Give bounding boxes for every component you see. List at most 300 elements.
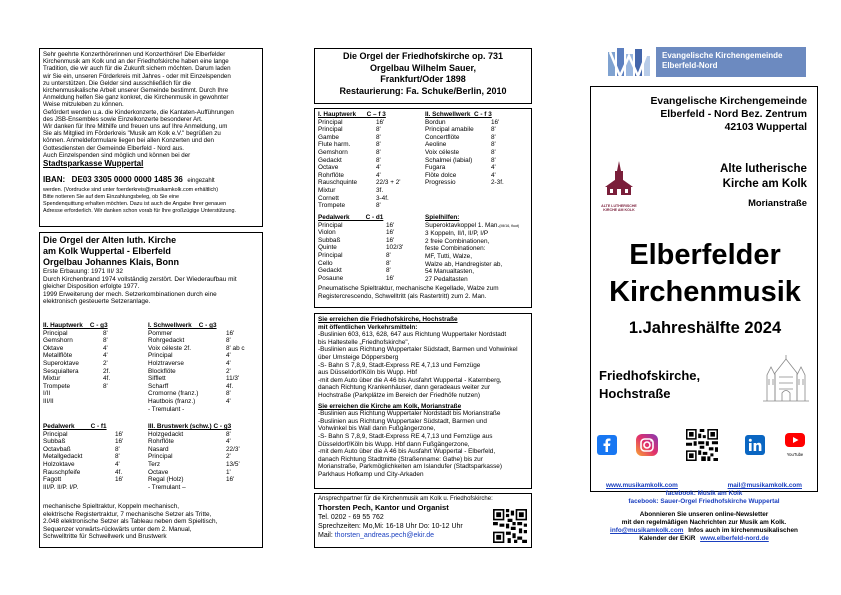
page-title: Elberfelder Kirchenmusik [609,239,801,308]
stop-pitch: 4f. [103,375,111,383]
stop-name: Voix céleste 2f. [148,344,191,352]
stop-name: Trompete [318,202,346,210]
stop-name: - Tremulant - [148,405,185,413]
stop-name: III/II [43,397,54,405]
parish-address: Evangelische Kirchengemeinde Elberfeld - Nord Bez. Zentrum 42103 Wuppertal [650,96,807,133]
stop-pitch: 8' [376,202,381,210]
intro-line: Gottesdiensten der Gemeinde Elberfeld - Nord aus. [43,144,185,152]
stop-row [148,330,258,338]
stop-pitch: 16' [376,118,385,126]
kolk-organ-title [43,235,259,268]
stop-name: Holzgedackt [148,430,184,438]
stop-row [148,352,258,360]
direction-line: aus Düsseldorf/Köln bis Wupp. Hbf [318,369,417,377]
stop-row [318,275,414,283]
stop-name: Principal [43,430,68,438]
contact-label: Ansprechpartner für die Kirchenmusik am Kolk u. Friedhofskirche: [318,496,493,502]
donation-note [43,187,259,215]
stop-name: Fugara [425,164,446,172]
stop-pitch: 8' [376,133,381,141]
stop-pitch: 16' [226,476,235,484]
manual-title: Pedalwerk C - f1 [43,423,107,430]
stop-pitch: 16' [386,229,395,237]
stop-row [43,476,139,484]
intro-line: zu unterstützen. Die Gelder sind ausschließlich für die [43,79,191,87]
stop-row [43,360,139,368]
foerderkreis-box [39,48,263,227]
stop-pitch: 16' [491,118,500,126]
stop-pitch: 4' [103,344,108,352]
info-line: 1999 Erweiterung der mech. Setzerkombinationen durch eine [43,290,217,298]
stop-row [148,406,258,414]
stop-row [43,337,139,345]
stop-row [318,157,414,165]
stop-name: Gambe [318,133,339,141]
fk-organ-disposition [314,108,532,308]
stop-pitch: 4' [226,359,231,367]
stop-pitch: 2f. [103,367,111,375]
stop-name: I/II [43,390,51,398]
fk-directions-title: Sie erreichen die Friedhofskirche, Hochstraße [318,316,458,323]
calendar-link[interactable]: www.elberfeld-nord.de [700,534,769,542]
intro-line: des JSB-Ensembles sowie Einzelkonzerte besonderer Art. [43,115,203,123]
stop-pitch: 8' [491,156,496,164]
intro-line: Sehr geehrte Konzerthörerinnen und Konzerthörer! Die Elberfelder [43,51,226,58]
church-street: Morianstraße [748,197,807,208]
stop-row [318,172,414,180]
stop-row [318,179,414,187]
stop-name: Voix céleste [425,148,460,156]
stop-name: Mixtur [43,375,61,383]
aid-line: 2 freie Combinationen, [425,237,490,245]
fk-schwellwerk [425,111,525,187]
stop-pitch: 16' [115,438,124,446]
stop-pitch: 8' [226,430,231,438]
info-line: Erste Erbauung: 1971 III/ 32 [43,268,123,275]
manual-title: I. Hauptwerk C – f 3 [318,111,386,118]
page-subtitle: 1.Jahreshälfte 2024 [628,319,782,337]
stop-pitch: 2' [226,453,231,461]
intro-line: können. Anmeldeformulare liegen bei allen Konzerten und den [43,137,214,145]
facebook-link-friedhofskirche[interactable]: facebook: Sauer-Orgel Friedhofskirche Wuppertal [628,497,780,505]
stop-name: Principal [318,251,343,259]
fk-organ-notes [318,285,499,300]
stop-pitch: 11/3' [226,375,240,383]
stop-row [425,179,525,187]
ekir-logo-icon [606,46,652,78]
stop-pitch: 4' [103,352,108,360]
stop-pitch: 4' [226,438,231,446]
stop-row [43,390,139,398]
stop-row [148,360,258,368]
direction-line: -S- Bahn S 7,8,9, Stadt-Express RE 4,7,13 und Fernzüge [318,361,481,369]
stop-row [318,244,414,252]
stop-name: Aeoline [425,141,447,149]
note-line: Schwelltritte für Schwellwerk und Brustwerk [43,533,167,541]
stop-pitch: 22/3' [226,445,240,453]
stop-name: III/P. II/P. I/P. [43,483,79,491]
stop-pitch: 4' [376,164,381,172]
contact-name: Thorsten Pech, Kantor und Organist [318,503,449,513]
stop-pitch: 8' [376,126,381,134]
stop-pitch: 8' [226,337,231,345]
stop-name: Rohrflöte [148,438,174,446]
fk-organ-title-box: Die Orgel der Friedhofskirche op. 731 Orgelbau Wilhelm Sauer, Frankfurt/Oder 1898 Restaurierung: Fa. Schuke/Berlin, 2010 [314,48,532,104]
stop-row [425,164,525,172]
note-line: mechanische Spieltraktur, Koppeln mechanisch, [43,503,180,510]
stop-pitch: 8' [386,259,391,267]
stop-name: Rohrgedackt [148,337,185,345]
stop-row [318,222,414,230]
note-line: 2.048 elektronische Setzer als Tableau neben dem Spieltisch, [43,518,218,526]
kolk-church-caption: ALTE LUTHERISCHE KIRCHE AM KOLK [601,204,637,213]
stop-row [318,187,414,195]
stop-pitch: 2-3f. [491,179,504,187]
note-line: Bitte notieren Sie auf dem Einzahlungsbeleg, ob Sie eine [43,194,180,201]
stop-pitch: 8' [103,337,108,345]
stop-row [43,453,139,461]
direction-line: -mit dem Auto über die A 46 bis Ausfahrt Wuppertal - Katernberg, [318,376,502,384]
stop-pitch: 102/3' [386,244,404,252]
title-line: am Kolk Wuppertal - Elberfeld [43,246,171,256]
stop-name: Superoktave [43,359,79,367]
stop-name: Principal [148,453,173,461]
stop-row [318,237,414,245]
intro-line: Tradition, die wir auch für die Zukunft sichern möchten. Darum laden [43,65,231,73]
direction-line: -Buslinien aus Richtung Wuppertaler Südstadt, Barmen und [318,417,487,425]
kolk-church-logo-icon [599,159,639,203]
stop-row [318,134,414,142]
direction-line: -Buslinien aus Richtung Wuppertaler Nordstadt bis Morianstraße [318,410,501,418]
logo-text: Evangelische Kirchengemeinde Elberfeld-Nord [656,47,806,77]
stop-row [425,172,525,180]
contact-box: Ansprechpartner für die Kirchenmusik am Kolk u. Friedhofskirche: Thorsten Pech, Kantor und Organist Tel. 0202 - 69 55 762 Sprechzeiten: Mo,Mi: 16-18 Uhr Do: 10-12 Uhr Mail: thorsten_andreas.pech@ekir.de [314,493,532,548]
stop-row [43,469,139,477]
stop-name: Metallflöte [43,352,73,360]
qr-code-icon [686,429,718,466]
stop-pitch: 16' [115,476,124,484]
stop-name: Principal [148,352,173,360]
stop-name: Metallgedackt [43,453,83,461]
stop-name: Octave [318,164,339,172]
stop-name: Schalmei (labial) [425,156,473,164]
stop-pitch: 4' [376,171,381,179]
church-name: Alte lutherische Kirche am Kolk [720,162,807,190]
note-line: Spendenquittung erhalten möchten. Dazu ist auch die Angabe Ihrer genauen [43,201,227,208]
fk-hauptwerk [318,111,414,210]
instagram-icon[interactable] [636,434,658,461]
stop-row [148,383,258,391]
stop-pitch: 4' [226,352,231,360]
stop-name: Scharff [148,382,169,390]
stop-row [425,141,525,149]
kolk-organ-info [43,268,259,306]
stop-name: Octave [148,468,169,476]
stop-name: Quinte [318,244,337,252]
kolk-directions-text [318,410,528,478]
stop-name: Flute harm. [318,141,351,149]
stop-row [425,126,525,134]
stop-pitch: 8' [386,267,391,275]
stop-row [318,164,414,172]
kolk-pedalwerk [43,423,139,491]
stop-pitch: 16' [115,430,124,438]
fk-spielhilfen [425,214,529,283]
aid-note: (Ml/16, fluot) [499,223,520,228]
stop-row [425,149,525,157]
stop-pitch: 2' [226,367,231,375]
stop-row [318,229,414,237]
stop-row [425,134,525,142]
direction-line: Parkhaus Hofkamp und City-Arkaden [318,470,424,478]
stop-pitch: 8' [376,148,381,156]
stop-name: Subbaß [318,236,341,244]
info-line: gleicher Disposition erfolgte 1977. [43,283,140,291]
kolk-organ-box [39,232,263,548]
stop-pitch: 4f. [115,468,123,476]
stop-name: Hautbois (franz.) [148,397,196,405]
stop-pitch: 8' [103,382,108,390]
note-line: werden. (Vordrucke sind unter foerderkreis@musikamkolk.com erhältlich) [43,187,219,194]
aid-line: MF, Tutti, Walze, [425,252,472,260]
title-panel [590,86,818,492]
stop-pitch: 13/5' [226,460,240,468]
stop-pitch: 8' [103,329,108,337]
stop-row [43,461,139,469]
stop-name: Bordun [425,118,446,126]
stop-row [148,484,258,492]
stop-name: Mixtur [318,186,336,194]
stop-pitch: 8' [491,148,496,156]
stop-pitch: 16' [386,221,395,229]
direction-line: danach Richtung Krankenhäuser, dann geradeaus weiter zur [318,384,490,392]
iban-number: DE03 3305 0000 0000 1485 36 [71,175,183,185]
stop-pitch: 16' [386,236,395,244]
stop-name: Principal amabile [425,126,474,134]
stop-row [318,126,414,134]
stop-row [43,375,139,383]
youtube-icon[interactable]: YouTube [785,433,805,457]
stop-row [148,337,258,345]
stop-pitch: 3-4f. [376,194,389,202]
stop-pitch: 16' [386,274,395,282]
stop-name: Flöte dolce [425,171,457,179]
info-mail-link[interactable]: info@musikamkolk.com [610,526,684,534]
stop-name: Progressio [425,179,456,187]
stop-name: - Tremulant – [148,483,186,491]
stop-name: Sesquialtera [43,367,79,375]
stop-row [148,398,258,406]
stop-row [43,446,139,454]
intro-line: Weise mitzuleben zu können. [43,101,124,109]
stop-name: Sifflett [148,375,166,383]
stop-pitch: 4' [491,171,496,179]
stop-name: Gemshorn [318,148,348,156]
website-link[interactable]: www.musikamkolk.com [606,482,678,489]
stop-name: Blockflöte [148,367,176,375]
stop-pitch: 1' [226,468,231,476]
manual-title: Pedalwerk C - d1 [318,214,384,221]
stop-row [43,352,139,360]
stop-row [318,195,414,203]
stop-pitch: 4' [115,460,120,468]
stop-pitch: 8' [386,251,391,259]
stop-row [148,476,258,484]
direction-line: Morianstraße, Parkmöglichkeiten am Islandufer (Stadtsparkasse) [318,463,502,471]
stop-row [148,431,258,439]
manual-title: II. Hauptwerk C - g3 [43,322,108,329]
linkedin-icon[interactable] [745,435,765,460]
stop-row [148,469,258,477]
stop-name: Principal [318,126,343,134]
stop-name: Octavbaß [43,445,71,453]
stop-pitch: 3f. [376,186,384,194]
direction-line: über Umsteige Döppersberg [318,353,399,361]
note-line: Registercrescendo, Schwelltritt (als Rastertritt) zum 2. Man. [318,292,487,300]
bank-name: Stadtsparkasse Wuppertal [43,159,144,169]
stop-pitch: 2' [103,359,108,367]
fk-directions-text [318,331,528,399]
stop-row [318,202,414,210]
intro-line: Auch Einzelspenden sind möglich und können bei der [43,151,191,159]
intro-line: Anmeldung helfen Sie ganz konkret, die Kirchenmusik in gewohnter [43,94,229,102]
mail-link[interactable]: mail@musikamkolk.com [727,482,802,489]
friedhofskirche-drawing-icon [763,353,809,403]
facebook-link-kolk[interactable]: facebook: Musik am Kolk [665,489,743,497]
stop-name: Regal (Holz) [148,476,184,484]
stop-row [318,260,414,268]
stop-pitch: 16' [226,329,235,337]
aids-title: Spielhilfen: [425,214,460,221]
kolk-directions-title: Sie erreichen die Kirche am Kolk, Morianstraße [318,402,462,410]
stop-name: Principal [318,118,343,126]
stop-name: Rohrflöte [318,171,344,179]
stop-row [148,390,258,398]
contact-mail-link[interactable]: thorsten_andreas.pech@ekir.de [334,532,435,540]
direction-line: Düsseldorf/Köln bis Wupp. Hbf dann Fußgängerzone, [318,440,470,448]
stop-name: Holztraverse [148,359,184,367]
stop-pitch: 4' [491,164,496,172]
facebook-icon[interactable] [597,435,617,460]
stop-row [148,438,258,446]
stop-name: Concertflöte [425,133,460,141]
stop-row [318,149,414,157]
church-logo [606,46,806,78]
stop-row [318,141,414,149]
stop-pitch: 8' [491,133,496,141]
note-line: Pneumatische Spieltraktur, mechanische Kegellade, Walze zum [318,285,499,292]
stop-row [148,345,258,353]
stop-name: Gedackt [318,267,342,275]
aid-line: 3 Koppeln, II/I, II/P, I/P [425,230,489,238]
intro-line: Wir danken für Ihre Mithilfe und freuen uns auf Ihre Anmeldung, um [43,123,228,131]
stop-name: Rauschquinte [318,179,358,187]
stop-row [43,368,139,376]
stop-name: Trompete [43,382,71,390]
stop-name: Nasard [148,445,169,453]
aid-line: Superoktavkoppel 1. Man.(Ml/16, fluot) [425,221,520,229]
stop-name: Violon [318,229,336,237]
kolk-brustwerk [148,423,258,491]
stop-row [425,119,525,127]
stop-pitch: 4' [226,397,231,405]
stop-name: Fagott [43,476,62,484]
info-line: elektronisch gesteuerte Setzeranlage. [43,298,151,306]
kolk-organ-notes [43,503,217,541]
stop-row [43,431,139,439]
manual-title: II. Schwellwerk C - f 3 [425,111,492,118]
stop-row [148,461,258,469]
stop-row [43,330,139,338]
stop-pitch: 8' [376,156,381,164]
kolk-hauptwerk [43,322,139,406]
stop-row [318,252,414,260]
stop-pitch: 4f. [226,382,234,390]
stop-name: Gemshorn [43,337,73,345]
aid-line: Walze ab, Handregister ab, [425,260,503,268]
direction-line: -mit dem Auto über die A 46 bis Ausfahrt Wuppertal - Elberfeld, [318,448,496,456]
stop-name: Rauschpfeife [43,468,81,476]
stop-pitch: 8' [115,453,120,461]
intro-line: Kirchenmusik am Kolk und an der Friedhofskirche haben eine lange [43,58,229,66]
stop-row [148,446,258,454]
intro-line: Gefördert werden u.a. die Kinderkonzerte, die Kantaten-Aufführungen [43,108,234,116]
stop-row [148,375,258,383]
stop-row [43,484,139,492]
note-line: elektrische Registertraktur, 7 mechanische Setzer als Tritte, [43,510,212,518]
manual-title: I. Schwellwerk C - g3 [148,322,217,329]
direction-line: -Buslinien aus Richtung Wuppertaler Südstadt, Barmen und Vohwinkel [318,346,518,354]
fk-pedalwerk [318,214,414,282]
stop-row [43,345,139,353]
stop-pitch: 22/3 + 2' [376,179,401,187]
directions-box: Sie erreichen die Friedhofskirche, Hochstraße mit öffentlichen Verkehrsmitteln: -Buslinien 603, 613, 628, 647 aus Richtung Wuppertaler Nordstadt bis Haltestelle „Friedhofskirche", -Buslinien aus Richtung Wuppertaler Südstadt, Barmen und Vohwinkel über Umsteige Döppersberg -S- Bahn S 7,8,9, Stadt-Express RE 4,7,13 und Fernzüge aus Düsseldorf/Köln bis Wupp. Hbf -mit dem Auto über die A 46 bis Ausfahrt Wuppertal - Katernberg, danach Richtung Krankenhäuser, dann geradeaus weiter zur Hochstraße (Parkplätze im Bereich der Friedhöfe nutzen) Sie erreichen die Kirche am Kolk, Morianstraße -Buslinien aus Richtung Wuppertaler Nordstadt bis Morianstraße -Buslinien aus Richtung Wuppertaler Südstadt, Barmen und Vohwinkel bis Wall dann Fußgängerzone, -S- Bahn S 7,8,9, Stadt-Express RE 4,7,13 und Fernzüge aus Düsseldorf/Köln bis Wupp. Hbf dann Fußgängerzone, -mit dem Auto über die A 46 bis Ausfahrt Wuppertal - Elberfeld, danach Richtung Stadtmitte (Straßenname: Gathe) bis zur Morianstraße, Parkmöglichkeiten am Islandufer (Stadtsparkasse) Parkhaus Hofkamp und City-Arkaden [314,313,532,489]
stop-name: Pommer [148,329,173,337]
online-links: www.musikamkolk.com mail@musikamkolk.com facebook: Musik am Kolk facebook: Sauer-Orgel Friedhofskirche Wuppertal Abonnieren Sie unseren online-Newsletter mit den regelmäßigen Nachrichten zur Musik am Kolk. info@musikamkolk.com Infos auch im kirchenmusikalischen Kalender der EKiR www.elberfeld-nord.de [590,482,818,543]
note-line: Sequenzer vorwärts-rückwärts unter dem 2. Manual, [43,525,192,533]
stop-name: Posaune [318,274,344,282]
kolk-schwellwerk [148,322,258,413]
stop-name: Oktave [43,344,64,352]
stop-name: Subbaß [43,438,66,446]
stop-row [43,438,139,446]
foerderkreis-text [43,51,259,159]
direction-line: -S- Bahn S 7,8,9, Stadt-Express RE 4,7,13 und Fernzüge aus [318,432,493,440]
fk-organ-title: Die Orgel der Friedhofskirche op. 731 [342,51,504,61]
direction-line: Hochstraße (Parkplätze im Bereich der Friedhöfe nutzen) [318,391,480,399]
title-line: Die Orgel der Alten luth. Kirche [43,235,177,245]
stop-pitch: 8' [226,390,231,398]
friedhofskirche-label: Friedhofskirche, Hochstraße [599,368,701,401]
stop-pitch: 8' [491,141,496,149]
stop-row [148,453,258,461]
stop-name: Principal [318,221,343,229]
note-line: Adresse erforderlich. Wir danken schon vorab für Ihre großzügige Unterstützung. [43,208,236,215]
stop-name: Gedackt [318,156,342,164]
intro-line: kirchenmusikalische Arbeit unserer Gemeinde bestimmt. Durch Ihre [43,87,229,95]
stop-name: Principal [43,329,68,337]
stop-row [318,267,414,275]
stop-row [43,383,139,391]
intro-line: Sie als Mitglied im Förderkreis "Musik am Kolk e.V." begrüßen zu [43,130,221,138]
stop-row [318,119,414,127]
iban-line: IBAN: DE03 3305 0000 0000 1485 36 eingezahlt [43,175,215,185]
stop-row [425,157,525,165]
stop-name: Terz [148,460,161,468]
intro-line: wir Sie ein, unseren Förderkreis mit Jahres - oder mit Einzelspenden [43,72,231,80]
aid-line: 54 Manualtasten, [425,268,475,276]
direction-line: -Buslinien 603, 613, 628, 647 aus Richtung Wuppertaler Nordstadt [318,331,507,339]
